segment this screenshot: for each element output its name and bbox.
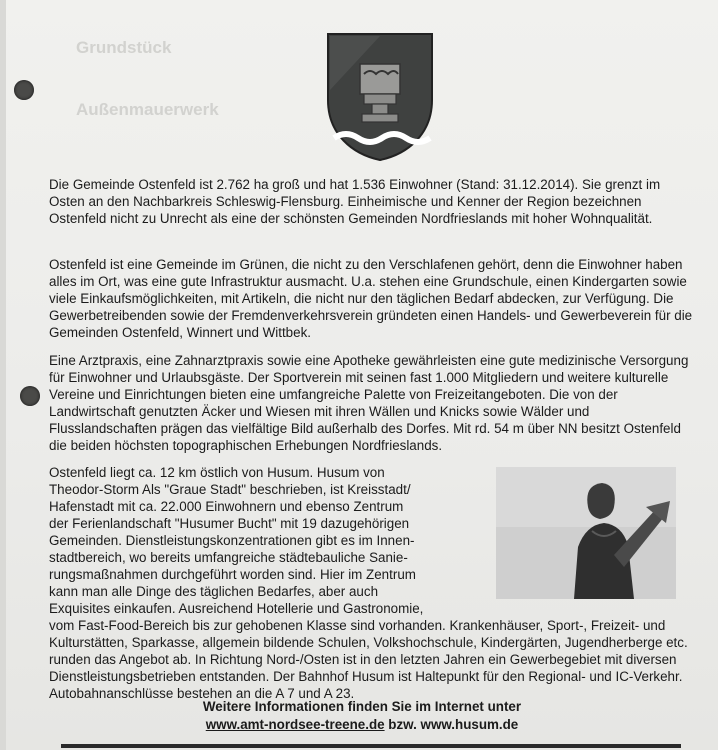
paragraph-1 — [49, 176, 699, 227]
statue-photo — [496, 467, 676, 599]
husum-line: der Ferienlandschaft "Husumer Bucht" mit 19 dazugehörigen — [49, 516, 410, 531]
husum-line: Exquisites einkaufen. Ausreichend Hotellerie und Gastronomie, — [49, 601, 424, 616]
link-husum[interactable]: www.husum.de — [420, 717, 519, 732]
bleed-through-heading-2: Außenmauerwerk — [76, 100, 219, 119]
paragraph-3-text: Eine Arztpraxis, eine Zahnarztpraxis sowie eine Apotheke gewährleisten eine gute medizinische Versorgung für Einwohner und Urlaubsgäste. Der Sportverein mit seinen fast 1.000 Mitgliedern und weitere kulturelle Vereine und Einrichtungen bieten eine umfangreiche Palette von Freizeitangeboten. Die von der Landwirtschaft genutzten Äcker und Wiesen mit ihren Wällen und Knicks sowie Wälder und Flusslandschaften prägen das vielfältige Bild außerhalb des Dorfes. Mit rd. 54 m über NN besitzt Ostenfeld die beiden höchsten topographischen Erhebungen Nordfrieslands. — [49, 353, 689, 453]
punch-hole-top — [14, 80, 34, 100]
link-amt-nordsee-treene[interactable]: www.amt-nordsee-treene.de — [205, 717, 385, 732]
paragraph-4-continued: vom Fast-Food-Bereich bis zur gehobenen Klasse sind vorhanden. Krankenhäuser, Sport-, Freizeit- und Kulturstätten, Sparkasse, allgemein bildende Schulen, Volkshochschule, Kindergärten, Jugendherberge etc. runden das Angebot ab. In Richtung Nord-/Osten ist in den letzten Jahren ein Gewerbegebiet mit diversen Dienstleistungsbetrieben entstanden. Der Bahnhof Husum ist Haltepunkt für den Regional- und IC-Verkehr. Autobahnanschlüsse bestehen an die A 7 und A 23. — [49, 618, 688, 701]
bottom-divider — [61, 744, 681, 748]
footer-line-1: Weitere Informationen finden Sie im Internet unter — [202, 699, 522, 714]
husum-line: stadtbereich, wo bereits umfangreiche städtebauliche Sanie- — [49, 550, 408, 565]
husum-line: kann man alle Dinge des täglichen Bedarfes, aber auch — [49, 584, 379, 599]
husum-line: rungsmaßnahmen durchgeführt worden sind. Hier im Zentrum — [49, 567, 416, 582]
footer — [6, 698, 718, 734]
husum-line: Theodor-Storm Als "Graue Stadt" beschrieben, ist Kreisstadt/ — [49, 482, 411, 497]
coat-of-arms-icon — [324, 30, 436, 162]
bleed-through-heading-1: Grundstück — [76, 38, 172, 57]
husum-line: Hafenstadt mit ca. 22.000 Einwohnern und ebenso Zentrum — [49, 499, 404, 514]
footer-line-2 — [6, 716, 718, 734]
paragraph-2-text: Ostenfeld ist eine Gemeinde im Grünen, die nicht zu den Verschlafenen gehört, denn die Einwohner haben alles im Ort, was eine gute Infrastruktur ausmacht. U.a. stehen eine Grundschule, einen Kindergarten sowie viele Einkaufsmöglichkeiten, mit Artikeln, die nicht nur den täglichen Bedarf abdecken, zur Verfügung. Die Gewerbetreibenden sowie der Fremdenverkehrsverein gründeten einen Handels- und Gewerbeverein für die Gemeinden Ostenfeld, Winnert und Wittbek. — [49, 257, 693, 340]
husum-line: Gemeinden. Dienstleistungskonzentrationen gibt es im Innen- — [49, 533, 415, 548]
punch-hole-middle — [20, 386, 40, 406]
paragraph-1-text: Die Gemeinde Ostenfeld ist 2.762 ha groß und hat 1.536 Einwohner (Stand: 31.12.2014). Sie grenzt im Osten an den Nachbarkreis Schleswig-Flensburg. Einheimische und Kenner der Region bezeichnen Ostenfeld nicht zu Unrecht als eine der schönsten Gemeinden Nordfrieslands mit hoher Wohnqualität. — [49, 177, 661, 226]
husum-line: Ostenfeld liegt ca. 12 km östlich von Husum. Husum von — [49, 465, 385, 480]
statue-icon — [496, 467, 676, 599]
document-page — [6, 0, 718, 750]
paragraph-3 — [49, 352, 699, 454]
footer-connector: bzw. — [384, 717, 421, 732]
paragraph-2 — [49, 256, 699, 341]
